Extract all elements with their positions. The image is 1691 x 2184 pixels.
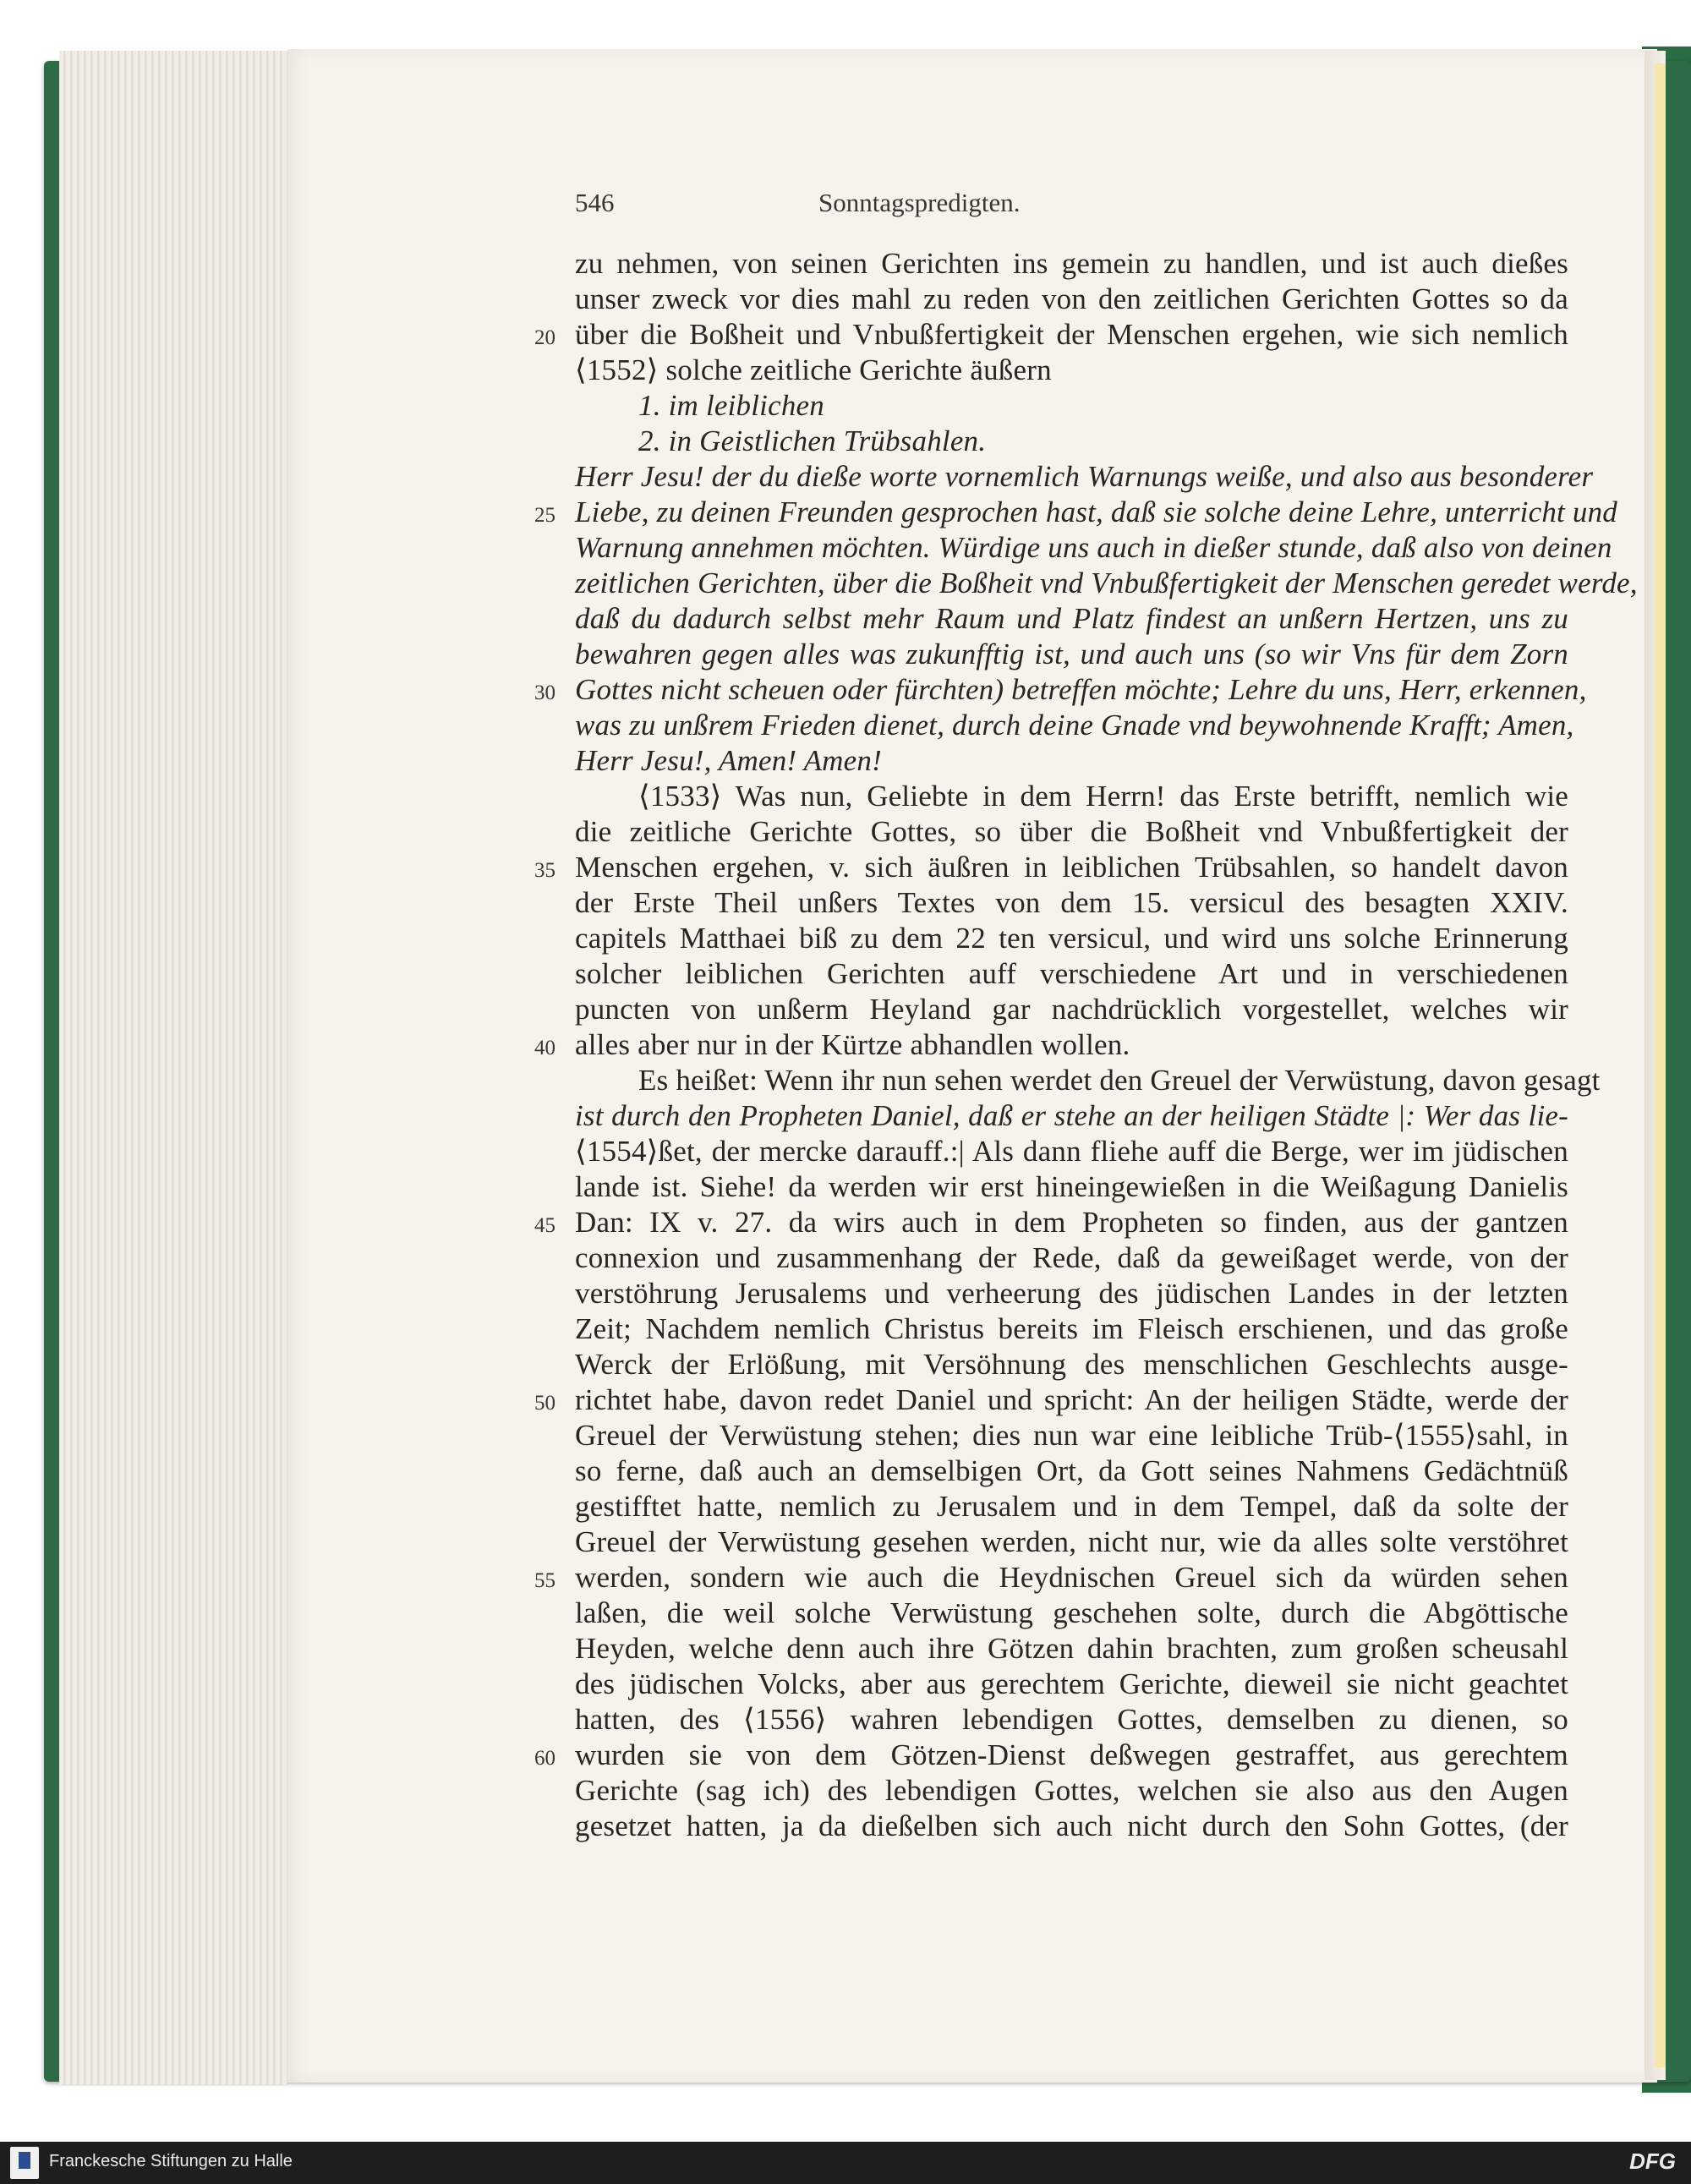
institution-logo-icon <box>10 2147 39 2179</box>
text-line: unser zweck vor dies mahl zu reden von den zeitlichen Gerichten Gottes so da <box>575 282 1568 315</box>
dfg-logo: DFG <box>1629 2148 1676 2174</box>
text-line: Dan: IX v. 27. da wirs auch in dem Propheten so finden, aus der gantzen <box>575 1206 1568 1239</box>
text-line: Warnung annehmen möchten. Würdige uns auch in dießer stunde, daß also von deinen <box>575 531 1612 564</box>
text-line: gesetzet hatten, ja da dießelben sich auch nicht durch den Sohn Gottes, (der <box>575 1809 1568 1842</box>
text-line: richtet habe, davon redet Daniel und spricht: An der heiligen Städte, werde der <box>575 1383 1568 1416</box>
text-line: so ferne, daß auch an demselbigen Ort, da Gott seines Nahmens Gedächtnüß <box>575 1454 1568 1487</box>
text-line: solcher leiblichen Gerichten auff verschiedene Art und in verschiedenen <box>575 957 1568 990</box>
text-line: Greuel der Verwüstung gesehen werden, nicht nur, wie da alles solte verstöhret <box>575 1525 1568 1558</box>
line-number: 50 <box>534 1392 555 1415</box>
text-line: der Erste Theil unßers Textes von dem 15. versicul des besagten XXIV. <box>575 886 1568 919</box>
text-line: daß du dadurch selbst mehr Raum und Platz findest an unßern Hertzen, uns zu <box>575 602 1568 635</box>
text-line: ⟨1554⟩ßet, der mercke darauff.:| Als dann fliehe auff die Berge, wer im jüdischen <box>575 1135 1568 1168</box>
page-stack-edge <box>59 51 288 2084</box>
text-line: Gerichte (sag ich) des lebendigen Gottes, welchen sie also aus den Augen <box>575 1774 1568 1807</box>
text-line: hatten, des ⟨1556⟩ wahren lebendigen Gottes, demselben zu dienen, so <box>575 1703 1568 1736</box>
line-number: 40 <box>534 1037 555 1059</box>
text-line: 2. in Geistlichen Trübsahlen. <box>638 424 987 457</box>
line-number: 20 <box>534 326 555 349</box>
text-line: über die Boßheit und Vnbußfertigkeit der Menschen ergehen, wie sich nemlich <box>575 318 1568 351</box>
running-title: Sonntagspredigten. <box>818 188 1021 217</box>
text-line: puncten von unßerm Heyland gar nachdrücklich vorgestellet, welches wir <box>575 993 1568 1026</box>
text-line: Werck der Erlößung, mit Versöhnung des menschlichen Geschlechts ausge- <box>575 1348 1568 1381</box>
text-line: werden, sondern wie auch die Heydnischen Greuel sich da würden sehen <box>575 1561 1568 1594</box>
text-line: ⟨1552⟩ solche zeitliche Gerichte äußern <box>575 353 1052 386</box>
line-number: 35 <box>534 859 555 882</box>
text-line: was zu unßrem Frieden dienet, durch deine Gnade vnd beywohnende Krafft; Amen, <box>575 709 1574 742</box>
text-line: des jüdischen Volcks, aber aus gerechtem Gerichte, dieweil sie nicht geachtet <box>575 1667 1568 1700</box>
line-number: 60 <box>534 1747 555 1770</box>
text-line: die zeitliche Gerichte Gottes, so über die Boßheit vnd Vnbußfertigkeit der <box>575 815 1568 848</box>
text-line: Herr Jesu!, Amen! Amen! <box>575 744 882 777</box>
text-line: capitels Matthaei biß zu dem 22 ten versicul, und wird uns solche Erinnerung <box>575 922 1568 955</box>
text-line: ist durch den Propheten Daniel, daß er stehe an der heiligen Städte |: Wer das lie- <box>575 1099 1568 1132</box>
line-number: 45 <box>534 1214 555 1237</box>
text-line: wurden sie von dem Götzen-Dienst deßwegen gestraffet, aus gerechtem <box>575 1738 1568 1771</box>
text-line: Heyden, welche denn auch ihre Götzen dahin brachten, zum großen scheusahl <box>575 1632 1568 1665</box>
text-line: verstöhrung Jerusalems und verheerung des jüdischen Landes in der letzten <box>575 1277 1568 1310</box>
text-line: Gottes nicht scheuen oder fürchten) betreffen möchte; Lehre du uns, Herr, erkennen, <box>575 673 1587 706</box>
text-line: connexion und zusammenhang der Rede, daß da geweißaget werde, von der <box>575 1241 1568 1274</box>
institution-name: Franckesche Stiftungen zu Halle <box>49 2152 293 2170</box>
page-number: 546 <box>575 188 615 217</box>
text-line: 1. im leiblichen <box>638 389 824 422</box>
text-line: Menschen ergehen, v. sich äußren in leiblichen Trübsahlen, so handelt davon <box>575 851 1568 884</box>
text-line: zu nehmen, von seinen Gerichten ins gemein zu handlen, und ist auch dießes <box>575 247 1568 280</box>
line-number: 25 <box>534 504 555 527</box>
text-line: gestifftet hatte, nemlich zu Jerusalem und in dem Tempel, daß da solte der <box>575 1490 1568 1523</box>
text-line: Zeit; Nachdem nemlich Christus bereits im Fleisch erschienen, und das große <box>575 1312 1568 1345</box>
line-number: 55 <box>534 1569 555 1592</box>
text-line: Herr Jesu! der du dieße worte vornemlich Warnungs weiße, und also aus besonderer <box>575 460 1594 493</box>
line-number: 30 <box>534 681 555 704</box>
text-line: zeitlichen Gerichten, über die Boßheit vnd Vnbußfertigkeit der Menschen geredet werde, <box>575 567 1638 599</box>
footer-bar <box>0 2142 1691 2184</box>
text-line: alles aber nur in der Kürtze abhandlen wollen. <box>575 1028 1130 1061</box>
text-line: Es heißet: Wenn ihr nun sehen werdet den Greuel der Verwüstung, davon gesagt <box>638 1064 1601 1097</box>
text-line: laßen, die weil solche Verwüstung geschehen solte, durch die Abgöttische <box>575 1596 1568 1629</box>
text-line: ⟨1533⟩ Was nun, Geliebte in dem Herrn! das Erste betrifft, nemlich wie <box>638 780 1568 813</box>
text-line: bewahren gegen alles was zukunfftig ist, und auch uns (so wir Vns für dem Zorn <box>575 638 1568 671</box>
facing-page-edge <box>1655 63 1666 2067</box>
text-line: Liebe, zu deinen Freunden gesprochen hast, daß sie solche deine Lehre, unterricht und <box>575 495 1618 528</box>
text-line: Greuel der Verwüstung stehen; dies nun war eine leibliche Trüb-⟨1555⟩sahl, in <box>575 1419 1568 1452</box>
text-line: lande ist. Siehe! da werden wir erst hineingewießen in die Weißagung Danielis <box>575 1170 1568 1203</box>
